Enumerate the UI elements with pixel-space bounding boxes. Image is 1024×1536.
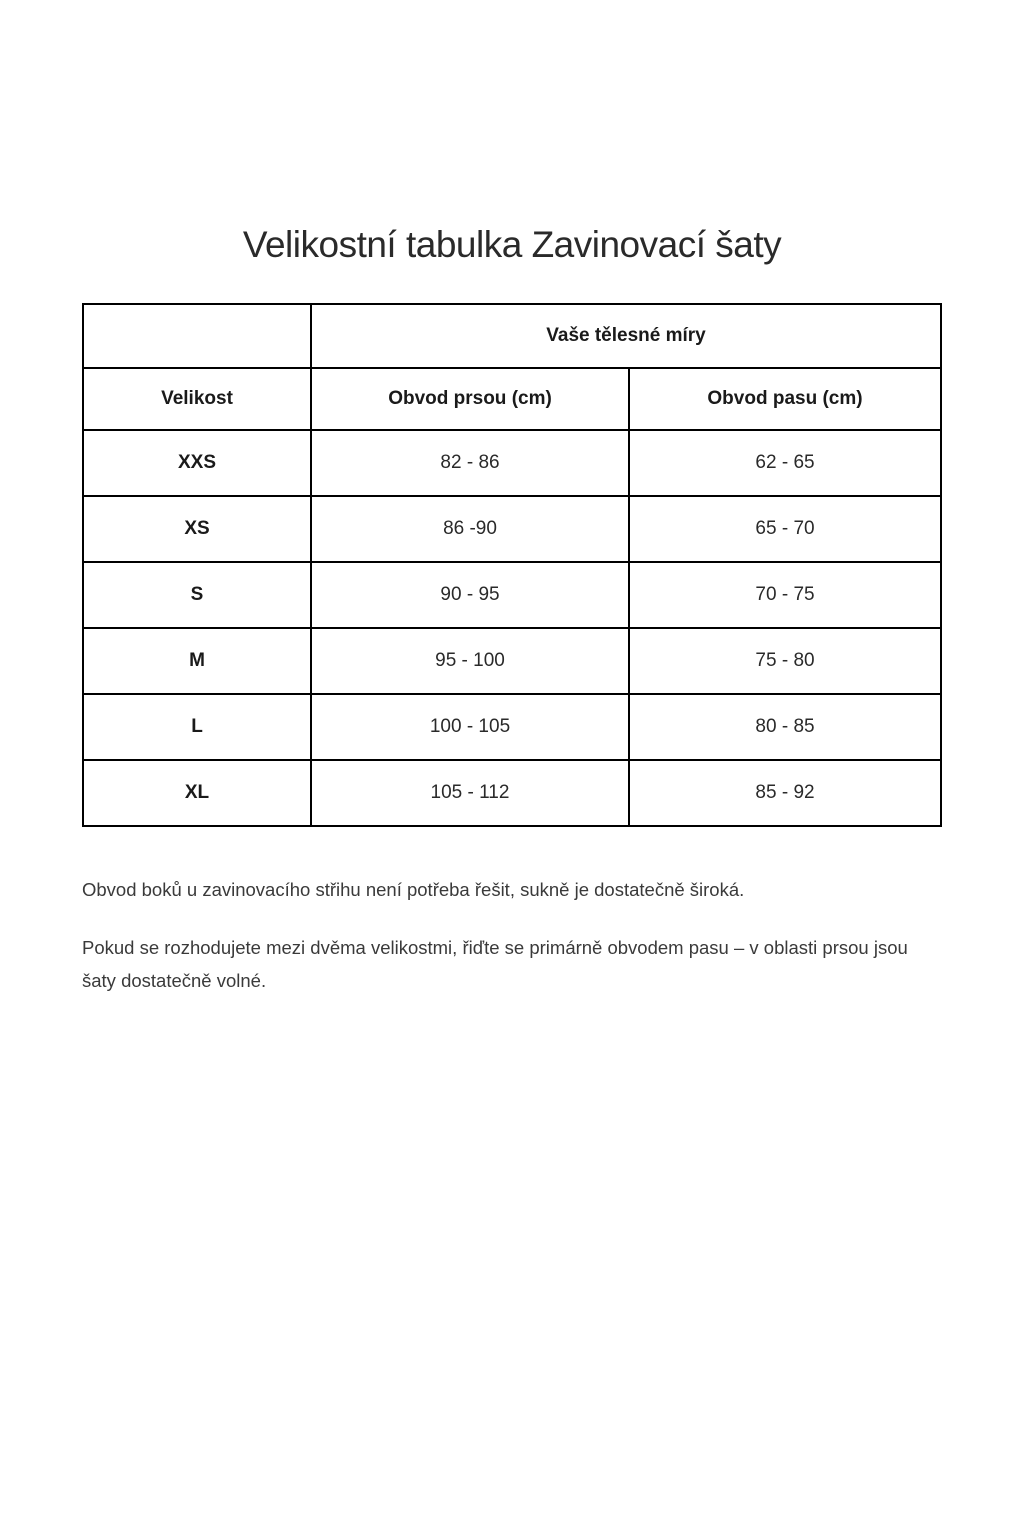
waist-cell: 75 - 80 [629,628,941,694]
chest-cell: 86 -90 [311,496,629,562]
column-header-size: Velikost [83,368,311,430]
table-row [83,760,941,826]
size-table [82,303,942,827]
size-cell: XL [83,760,311,826]
empty-corner-cell [83,304,311,368]
chest-cell: 95 - 100 [311,628,629,694]
group-header-body-measurements: Vaše tělesné míry [311,304,941,368]
note-hips: Obvod boků u zavinovacího střihu není potřeba řešit, sukně je dostatečně široká. [82,879,745,900]
waist-cell: 85 - 92 [629,760,941,826]
note-between-sizes: Pokud se rozhodujete mezi dvěma velikostmi, řiďte se primárně obvodem pasu – v oblasti prsou jsou šaty dostatečně volné. [82,936,908,992]
table-row [83,562,941,628]
chest-cell: 90 - 95 [311,562,629,628]
table-row [83,496,941,562]
page-title: Velikostní tabulka Zavinovací šaty [242,224,782,265]
size-cell: L [83,694,311,760]
waist-cell: 70 - 75 [629,562,941,628]
chest-cell: 105 - 112 [311,760,629,826]
column-header-chest: Obvod prsou (cm) [311,368,629,430]
waist-cell: 65 - 70 [629,496,941,562]
chest-cell: 82 - 86 [311,430,629,496]
size-cell: M [83,628,311,694]
table-row [83,430,941,496]
column-header-waist: Obvod pasu (cm) [629,368,941,430]
size-cell: S [83,562,311,628]
waist-cell: 80 - 85 [629,694,941,760]
chest-cell: 100 - 105 [311,694,629,760]
table-group-header-row [83,304,941,368]
waist-cell: 62 - 65 [629,430,941,496]
table-row [83,628,941,694]
size-cell: XXS [83,430,311,496]
notes-section [82,873,942,1022]
size-cell: XS [83,496,311,562]
table-row [83,694,941,760]
table-column-header-row [83,368,941,430]
